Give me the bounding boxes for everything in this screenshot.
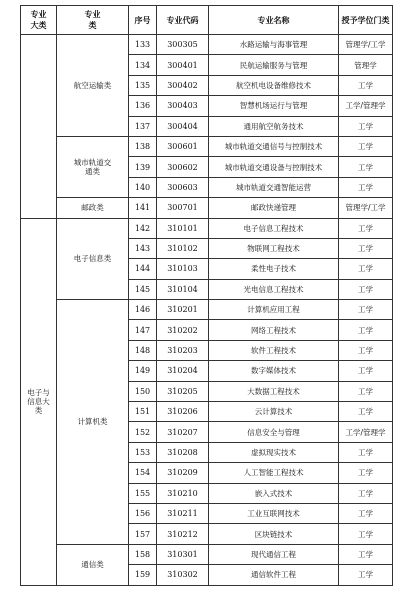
- name-cell: 计算机应用工程: [209, 300, 339, 320]
- degree-cell: 工学: [339, 136, 393, 156]
- code-cell: 310201: [157, 300, 209, 320]
- code-cell: 310301: [157, 544, 209, 564]
- name-cell: 邮政快递管理: [209, 198, 339, 218]
- seq-cell: 134: [129, 55, 157, 75]
- name-cell: 水路运输与海事管理: [209, 35, 339, 55]
- name-cell: 软件工程技术: [209, 340, 339, 360]
- code-cell: 310207: [157, 422, 209, 442]
- table-row: [21, 35, 393, 55]
- degree-cell: 工学: [339, 279, 393, 299]
- degree-cell: 工学: [339, 381, 393, 401]
- seq-cell: 138: [129, 136, 157, 156]
- degree-cell: 工学: [339, 116, 393, 136]
- degree-cell: 工学: [339, 238, 393, 258]
- seq-cell: 139: [129, 157, 157, 177]
- seq-cell: 144: [129, 259, 157, 279]
- code-cell: 300602: [157, 157, 209, 177]
- code-cell: 310210: [157, 483, 209, 503]
- name-cell: 电子信息工程技术: [209, 218, 339, 238]
- seq-cell: 151: [129, 402, 157, 422]
- degree-cell: 工学: [339, 300, 393, 320]
- seq-cell: 145: [129, 279, 157, 299]
- degree-cell: 工学: [339, 483, 393, 503]
- code-cell: 310103: [157, 259, 209, 279]
- code-cell: 300305: [157, 35, 209, 55]
- name-cell: 人工智能工程技术: [209, 463, 339, 483]
- name-cell: 网络工程技术: [209, 320, 339, 340]
- degree-cell: 管理学/工学: [339, 198, 393, 218]
- name-cell: 现代通信工程: [209, 544, 339, 564]
- degree-cell: 工学: [339, 463, 393, 483]
- seq-cell: 140: [129, 177, 157, 197]
- category-cell: 电子信息类: [57, 218, 129, 300]
- seq-cell: 154: [129, 463, 157, 483]
- seq-cell: 149: [129, 361, 157, 381]
- code-cell: 300401: [157, 55, 209, 75]
- seq-cell: 143: [129, 238, 157, 258]
- degree-cell: 工学: [339, 442, 393, 462]
- code-cell: 310204: [157, 361, 209, 381]
- table-row: [21, 544, 393, 564]
- degree-cell: 工学: [339, 565, 393, 585]
- seq-cell: 136: [129, 96, 157, 116]
- code-cell: 300404: [157, 116, 209, 136]
- header-degree: 授予学位门类: [339, 6, 393, 35]
- name-cell: 通信软件工程: [209, 565, 339, 585]
- name-cell: 城市轨道交通信号与控制技术: [209, 136, 339, 156]
- degree-cell: 工学: [339, 177, 393, 197]
- code-cell: 310209: [157, 463, 209, 483]
- category-cell: 城市轨道交 通类: [57, 136, 129, 197]
- degree-cell: 工学: [339, 75, 393, 95]
- category-cell: 邮政类: [57, 198, 129, 218]
- seq-cell: 146: [129, 300, 157, 320]
- name-cell: 工业互联网技术: [209, 503, 339, 523]
- code-cell: 310101: [157, 218, 209, 238]
- seq-cell: 156: [129, 503, 157, 523]
- code-cell: 310102: [157, 238, 209, 258]
- name-cell: 航空机电设备维修技术: [209, 75, 339, 95]
- seq-cell: 133: [129, 35, 157, 55]
- header-name: 专业名称: [209, 6, 339, 35]
- name-cell: 云计算技术: [209, 402, 339, 422]
- code-cell: 300403: [157, 96, 209, 116]
- name-cell: 民航运输服务与管理: [209, 55, 339, 75]
- name-cell: 智慧机场运行与管理: [209, 96, 339, 116]
- degree-cell: 工学: [339, 524, 393, 544]
- degree-cell: 工学/管理学: [339, 96, 393, 116]
- name-cell: 大数据工程技术: [209, 381, 339, 401]
- code-cell: 310205: [157, 381, 209, 401]
- code-cell: 310203: [157, 340, 209, 360]
- degree-cell: 工学: [339, 340, 393, 360]
- seq-cell: 157: [129, 524, 157, 544]
- degree-cell: 工学: [339, 157, 393, 177]
- code-cell: 300701: [157, 198, 209, 218]
- table-row: [21, 218, 393, 238]
- table-row: [21, 136, 393, 156]
- degree-cell: 工学: [339, 544, 393, 564]
- degree-cell: 工学/管理学: [339, 422, 393, 442]
- name-cell: 柔性电子技术: [209, 259, 339, 279]
- name-cell: 嵌入式技术: [209, 483, 339, 503]
- seq-cell: 155: [129, 483, 157, 503]
- seq-cell: 137: [129, 116, 157, 136]
- code-cell: 310212: [157, 524, 209, 544]
- code-cell: 300402: [157, 75, 209, 95]
- table-body: [21, 35, 393, 586]
- seq-cell: 135: [129, 75, 157, 95]
- category-cell: 通信类: [57, 544, 129, 585]
- seq-cell: 159: [129, 565, 157, 585]
- code-cell: 310302: [157, 565, 209, 585]
- seq-cell: 153: [129, 442, 157, 462]
- header-category: 专业 类: [57, 6, 129, 35]
- name-cell: 区块链技术: [209, 524, 339, 544]
- name-cell: 城市轨道交通设备与控制技术: [209, 157, 339, 177]
- category-cell: 航空运输类: [57, 35, 129, 137]
- degree-cell: 工学: [339, 320, 393, 340]
- code-cell: 310206: [157, 402, 209, 422]
- seq-cell: 152: [129, 422, 157, 442]
- table-row: [21, 198, 393, 218]
- seq-cell: 142: [129, 218, 157, 238]
- seq-cell: 150: [129, 381, 157, 401]
- degree-cell: 管理学: [339, 55, 393, 75]
- seq-cell: 158: [129, 544, 157, 564]
- code-cell: 310202: [157, 320, 209, 340]
- seq-cell: 147: [129, 320, 157, 340]
- seq-cell: 148: [129, 340, 157, 360]
- name-cell: 数字媒体技术: [209, 361, 339, 381]
- code-cell: 310211: [157, 503, 209, 523]
- category-cell: 计算机类: [57, 300, 129, 545]
- degree-cell: 工学: [339, 402, 393, 422]
- header-seq: 序号: [129, 6, 157, 35]
- header-big-category: 专业 大类: [21, 6, 57, 35]
- code-cell: 300601: [157, 136, 209, 156]
- big-category-cell: [21, 35, 57, 219]
- degree-cell: 管理学/工学: [339, 35, 393, 55]
- degree-cell: 工学: [339, 361, 393, 381]
- name-cell: 城市轨道交通智能运营: [209, 177, 339, 197]
- code-cell: 310208: [157, 442, 209, 462]
- major-catalog-table: [20, 5, 393, 586]
- code-cell: 310104: [157, 279, 209, 299]
- degree-cell: 工学: [339, 503, 393, 523]
- header-code: 专业代码: [157, 6, 209, 35]
- name-cell: 光电信息工程技术: [209, 279, 339, 299]
- code-cell: 300603: [157, 177, 209, 197]
- table-row: [21, 300, 393, 320]
- name-cell: 虚拟现实技术: [209, 442, 339, 462]
- degree-cell: 工学: [339, 218, 393, 238]
- big-category-cell: 电子与 信息大 类: [21, 218, 57, 585]
- name-cell: 通用航空航务技术: [209, 116, 339, 136]
- header-row: [21, 6, 393, 35]
- name-cell: 物联网工程技术: [209, 238, 339, 258]
- degree-cell: 工学: [339, 259, 393, 279]
- seq-cell: 141: [129, 198, 157, 218]
- name-cell: 信息安全与管理: [209, 422, 339, 442]
